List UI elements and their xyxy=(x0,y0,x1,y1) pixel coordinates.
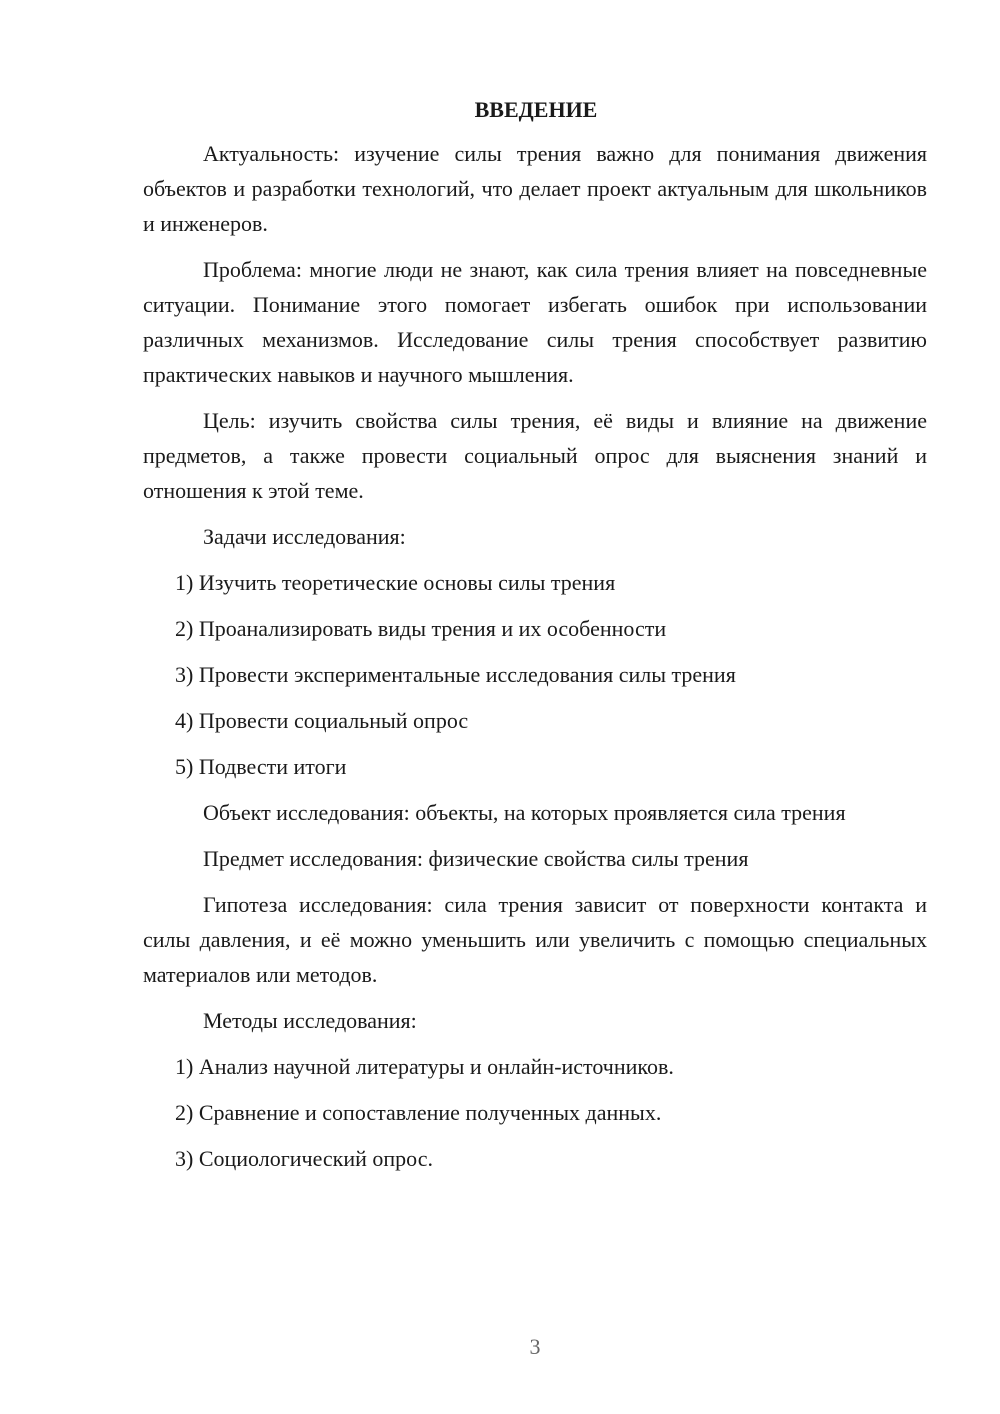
tasks-heading: Задачи исследования: xyxy=(203,524,406,549)
object-paragraph: Объект исследования: объекты, на которых проявляется сила трения xyxy=(203,800,846,825)
subject-paragraph: Предмет исследования: физические свойства силы трения xyxy=(203,846,749,871)
task-item: 2) Проанализировать виды трения и их особенности xyxy=(175,616,667,641)
hypothesis-paragraph: Гипотеза исследования: сила трения зависит от поверхности контакта и силы давления, и её можно уменьшить или увеличить с помощью специальных материалов или методов. xyxy=(143,892,927,987)
method-item: 2) Сравнение и сопоставление полученных данных. xyxy=(175,1100,662,1125)
task-item: 4) Провести социальный опрос xyxy=(175,708,469,733)
task-item: 5) Подвести итоги xyxy=(175,754,347,779)
section-title: ВВЕДЕНИЕ xyxy=(474,97,598,122)
methods-heading: Методы исследования: xyxy=(203,1008,417,1033)
method-item: 1) Анализ научной литературы и онлайн-источников. xyxy=(175,1054,674,1079)
problem-paragraph: Проблема: многие люди не знают, как сила трения влияет на повседневные ситуации. Понимание этого помогает избегать ошибок при использовании различных механизмов. Исследование силы трения способствует развитию практических навыков и научного мышления. xyxy=(143,257,927,387)
task-item: 3) Провести экспериментальные исследования силы трения xyxy=(175,662,736,687)
method-item: 3) Социологический опрос. xyxy=(175,1146,433,1171)
document-page xyxy=(143,95,927,1187)
relevance-paragraph: Актуальность: изучение силы трения важно для понимания движения объектов и разработки технологий, что делает проект актуальным для школьников и инженеров. xyxy=(143,141,927,236)
page-number: 3 xyxy=(529,1334,541,1359)
task-item: 1) Изучить теоретические основы силы трения xyxy=(175,570,616,595)
goal-paragraph: Цель: изучить свойства силы трения, её виды и влияние на движение предметов, а также провести социальный опрос для выяснения знаний и отношения к этой теме. xyxy=(143,408,927,503)
